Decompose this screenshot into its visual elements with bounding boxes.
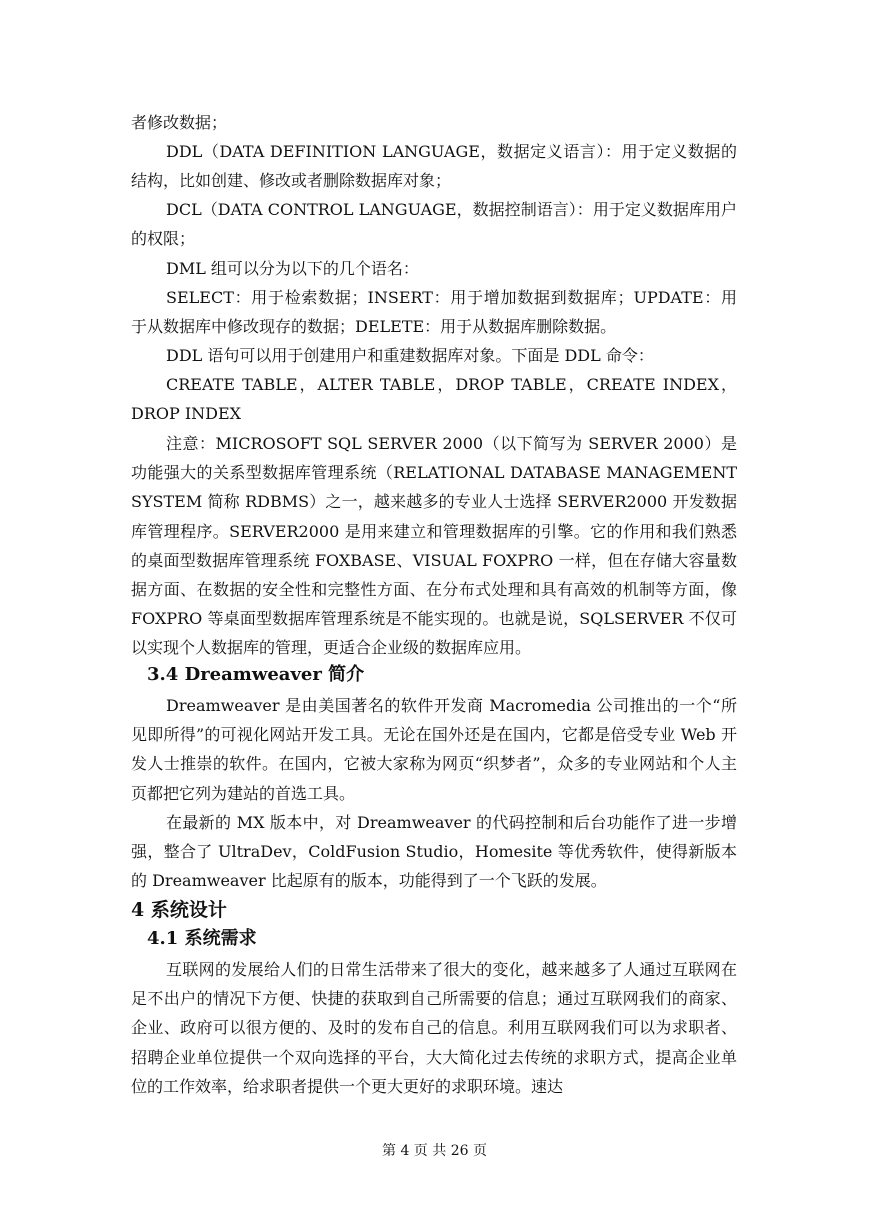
paragraph-dreamweaver-mx: 在最新的 MX 版本中，对 Dreamweaver 的代码控制和后台功能作了进一步增强，整合了 UltraDev，ColdFusion Studio，Homesite 等优秀软件，使得新版本的 Dreamweaver 比起原有的版本，功能得到了一个飞跃的发展。	[131, 813, 737, 891]
paragraph-continuation: 者修改数据；	[131, 113, 228, 132]
paragraph-dml-statements: SELECT：用于检索数据；INSERT：用于增加数据到数据库；UPDATE：用于从数据库中修改现存的数据；DELETE：用于从数据库删除数据。	[131, 288, 737, 337]
paragraph-sql-server-note: 注意：MICROSOFT SQL SERVER 2000（以下简写为 SERVER 2000）是功能强大的关系型数据库管理系统（RELATIONAL DATABASE MANAGEMENT SYSTEM 简称 RDBMS）之一，越来越多的专业人士选择 SERVER2000 开发数据库管理程序。SERVER2000 是用来建立和管理数据库的引擎。它的作用和我们熟悉的桌面型数据库管理系统 FOXBASE、VISUAL FOXPRO 一样，但在存储大容量数据方面、在数据的安全性和完整性方面、在分布式处理和具有高效的机制等方面，像 FOXPRO 等桌面型数据库管理系统是不能实现的。也就是说，SQLSERVER 不仅可以实现个人数据库的管理，更适合企业级的数据库应用。	[131, 434, 737, 658]
paragraph-dreamweaver-intro: Dreamweaver 是由美国著名的软件开发商 Macromedia 公司推出的一个“所见即所得”的可视化网站开发工具。无论在国外还是在国内，它都是倍受专业 Web 开发人士推崇的软件。在国内，它被大家称为网页“织梦者”，众多的专业网站和个人主页都把它列为建站的首选工具。	[131, 696, 737, 803]
paragraph-ddl-commands: DDL 语句可以用于创建用户和重建数据库对象。下面是 DDL 命令：	[166, 346, 654, 365]
chapter-heading-4: 4 系统设计	[131, 899, 227, 921]
paragraph-dml: DML 组可以分为以下的几个语名：	[166, 259, 419, 278]
section-heading-4-1: 4.1 系统需求	[147, 928, 257, 949]
paragraph-ddl-list: CREATE TABLE，ALTER TABLE，DROP TABLE，CREATE INDEX，DROP INDEX	[131, 375, 737, 424]
paragraph-system-requirements: 互联网的发展给人们的日常生活带来了很大的变化，越来越多了人通过互联网在足不出户的情况下方便、快捷的获取到自己所需要的信息；通过互联网我们的商家、企业、政府可以很方便的、及时的发布自己的信息。利用互联网我们可以为求职者、招聘企业单位提供一个双向选择的平台，大大简化过去传统的求职方式，提高企业单位的工作效率，给求职者提供一个更大更好的求职环境。速达	[131, 960, 737, 1096]
section-heading-3-4: 3.4 Dreamweaver 简介	[147, 664, 365, 685]
page-footer: 第 4 页 共 26 页	[382, 1143, 487, 1159]
paragraph-dcl: DCL（DATA CONTROL LANGUAGE，数据控制语言）：用于定义数据库用户的权限；	[131, 200, 737, 249]
paragraph-ddl: DDL（DATA DEFINITION LANGUAGE，数据定义语言）：用于定义数据的结构，比如创建、修改或者删除数据库对象；	[131, 142, 737, 191]
